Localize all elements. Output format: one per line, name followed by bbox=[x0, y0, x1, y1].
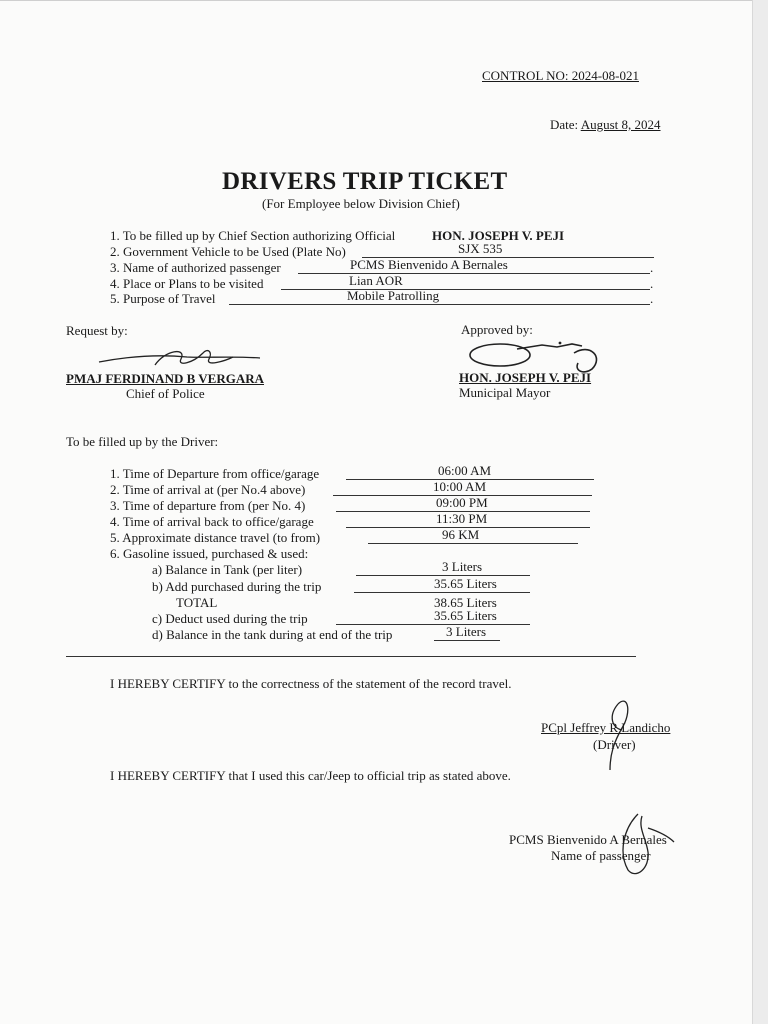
passenger-field bbox=[298, 259, 650, 274]
place-value: Lian AOR bbox=[349, 273, 403, 288]
arrival-value: 10:00 AM bbox=[433, 479, 487, 494]
gasoline-heading: 6. Gasoline issued, purchased & used: bbox=[110, 546, 309, 561]
gas-end-balance-field bbox=[434, 626, 500, 641]
return-arrival-field bbox=[346, 513, 590, 528]
chief-item-4-label: 4. Place or Plans to be visited bbox=[110, 276, 264, 291]
chief-item-1-value: HON. JOSEPH V. PEJI bbox=[432, 228, 565, 243]
driver-name: PCpl Jeffrey R Landicho bbox=[541, 720, 671, 735]
gas-added-value: 35.65 Liters bbox=[434, 576, 497, 591]
driver-role: (Driver) bbox=[593, 737, 636, 752]
departure-field bbox=[346, 465, 594, 480]
page-subtitle: (For Employee below Division Chief) bbox=[262, 196, 460, 211]
gas-balance-value: 3 Liters bbox=[442, 559, 483, 574]
date-label: Date: bbox=[550, 117, 579, 132]
chief-item-5-label: 5. Purpose of Travel bbox=[110, 291, 216, 306]
passenger-role: Name of passenger bbox=[551, 848, 651, 863]
plate-field bbox=[362, 243, 654, 258]
chief-item-2-label: 2. Government Vehicle to be Used (Plate No) bbox=[110, 244, 346, 259]
plate-value: SJX 535 bbox=[458, 241, 503, 256]
page-title: DRIVERS TRIP TICKET bbox=[222, 168, 508, 195]
page-edge-strip bbox=[752, 0, 768, 1024]
gas-deduct-value: 35.65 Liters bbox=[434, 608, 497, 623]
distance-value: 96 KM bbox=[442, 527, 480, 542]
place-period: . bbox=[650, 276, 654, 291]
approve-label: Approved by: bbox=[461, 322, 533, 337]
top-edge bbox=[0, 0, 768, 1]
purpose-field bbox=[229, 290, 650, 305]
driver-item-5-label: 5. Approximate distance travel (to from) bbox=[110, 530, 321, 545]
arrival-field bbox=[333, 481, 592, 496]
date-line bbox=[550, 117, 661, 133]
gas-deduct-label: c) Deduct used during the trip bbox=[152, 611, 308, 626]
passenger-value: PCMS Bienvenido A Bernales bbox=[350, 257, 508, 272]
return-arrival-value: 11:30 PM bbox=[436, 511, 488, 526]
place-field bbox=[281, 275, 650, 290]
distance-field bbox=[368, 529, 578, 544]
driver-item-3-label: 3. Time of departure from (per No. 4) bbox=[110, 498, 306, 513]
request-label: Request by: bbox=[66, 323, 128, 338]
driver-section-heading: To be filled up by the Driver: bbox=[66, 434, 219, 449]
approver-name: HON. JOSEPH V. PEJI bbox=[459, 370, 592, 385]
gas-end-balance-value: 3 Liters bbox=[446, 624, 487, 639]
gas-end-balance-label: d) Balance in the tank during at end of the trip bbox=[152, 627, 393, 642]
driver-certify-text: I HEREBY CERTIFY to the correctness of the statement of the record travel. bbox=[110, 676, 512, 691]
gas-balance-label: a) Balance in Tank (per liter) bbox=[152, 562, 303, 577]
purpose-value: Mobile Patrolling bbox=[347, 288, 440, 303]
return-departure-value: 09:00 PM bbox=[436, 495, 488, 510]
passenger-period: . bbox=[650, 260, 654, 275]
requester-position: Chief of Police bbox=[126, 386, 205, 401]
return-departure-field bbox=[336, 497, 590, 512]
driver-item-1-label: 1. Time of Departure from office/garage bbox=[110, 466, 320, 481]
chief-item-1-label: 1. To be filled up by Chief Section authorizing Official bbox=[110, 228, 396, 243]
driver-item-2-label: 2. Time of arrival at (per No.4 above) bbox=[110, 482, 306, 497]
gas-deduct-field bbox=[336, 610, 530, 625]
gas-total-value: 38.65 Liters bbox=[434, 595, 497, 610]
section-divider bbox=[66, 656, 636, 657]
purpose-period: . bbox=[650, 291, 654, 306]
gas-added-label: b) Add purchased during the trip bbox=[152, 579, 322, 594]
gas-added-field bbox=[354, 578, 530, 593]
departure-value: 06:00 AM bbox=[438, 463, 492, 478]
passenger-certify-text: I HEREBY CERTIFY that I used this car/Jeep to official trip as stated above. bbox=[110, 768, 511, 783]
control-number: CONTROL NO: 2024-08-021 bbox=[482, 68, 639, 83]
driver-item-4-label: 4. Time of arrival back to office/garage bbox=[110, 514, 314, 529]
requester-name: PMAJ FERDINAND B VERGARA bbox=[66, 371, 265, 386]
gas-balance-field bbox=[356, 561, 530, 576]
approver-position: Municipal Mayor bbox=[459, 385, 551, 400]
date-value: August 8, 2024 bbox=[580, 117, 661, 132]
passenger-name: PCMS Bienvenido A Bernales bbox=[509, 832, 667, 847]
gas-total-label: TOTAL bbox=[176, 595, 218, 610]
chief-item-3-label: 3. Name of authorized passenger bbox=[110, 260, 281, 275]
